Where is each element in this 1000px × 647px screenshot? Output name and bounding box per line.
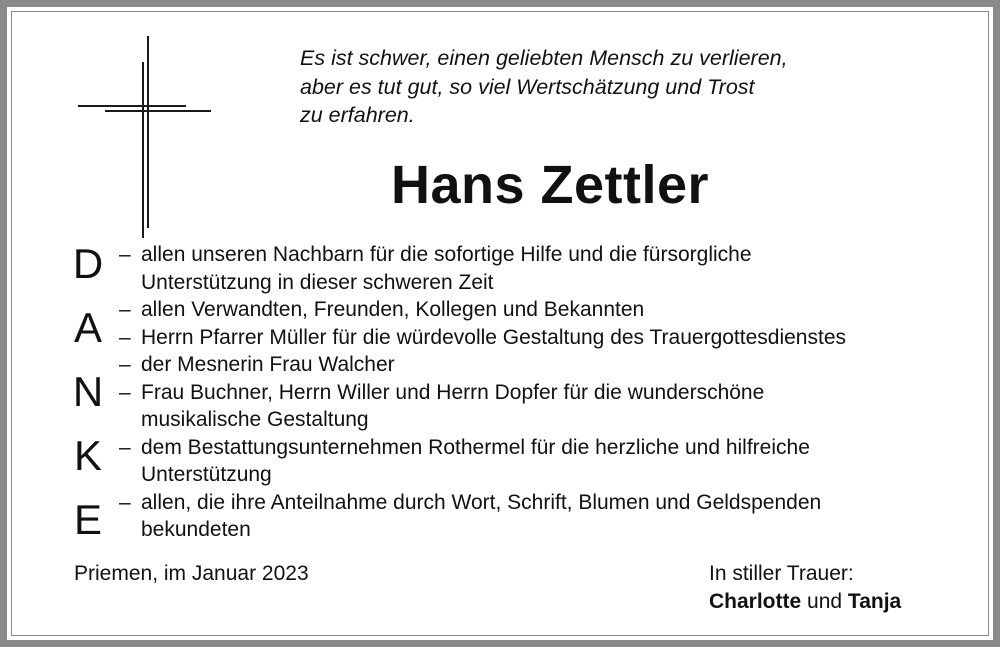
mourner-conjunction: und: [807, 590, 843, 613]
deceased-name: Hans Zettler: [390, 155, 710, 215]
quote-line: zu erfahren.: [300, 103, 415, 127]
thanks-line: – der Mesnerin Frau Walcher: [141, 353, 395, 376]
thanks-item: [119, 379, 939, 434]
thanks-line: Unterstützung: [141, 463, 272, 486]
thanks-line: – Frau Buchner, Herrn Willer und Herrn Dopfer für die wunderschöne: [141, 380, 765, 404]
danke-letter: A: [73, 304, 102, 351]
mourning-intro: In stiller Trauer:: [709, 562, 854, 585]
thanks-line: – allen Verwandten, Freunden, Kollegen und Bekannten: [141, 298, 645, 321]
thanks-line: musikalische Gestaltung: [141, 408, 369, 431]
danke-letter: N: [72, 368, 104, 415]
thanks-line: bekundeten: [141, 518, 251, 541]
danke-letter: E: [73, 496, 102, 543]
quote: [300, 44, 860, 130]
thanks-line: – Herrn Pfarrer Müller für die würdevolle Gestaltung des Trauergottesdienstes: [141, 325, 846, 349]
place-date: Priemen, im Januar 2023: [74, 562, 309, 585]
thanks-line: – dem Bestattungsunternehmen Rothermel für die herzliche und hilfreiche: [141, 435, 810, 459]
thanks-item: [119, 241, 939, 296]
thanks-line: – allen, die ihre Anteilnahme durch Wort, Schrift, Blumen und Geldspenden: [141, 490, 822, 514]
thanks-item: [119, 489, 939, 544]
mourner-name: Charlotte: [709, 590, 802, 613]
thanks-item: [119, 324, 939, 352]
thanks-item: [119, 296, 939, 324]
thanks-line: Unterstützung in dieser schweren Zeit: [141, 270, 494, 294]
thanks-list: [119, 241, 939, 544]
mourning-block: [709, 560, 901, 616]
thanks-item: [119, 434, 939, 489]
mourner-names: [709, 588, 901, 616]
thanks-item: [119, 351, 939, 379]
danke-letter: K: [73, 432, 102, 479]
danke-letter: D: [72, 240, 104, 287]
mourner-name: Tanja: [847, 590, 902, 613]
thanks-line: – allen unseren Nachbarn für die sofortige Hilfe und die fürsorgliche: [141, 243, 752, 266]
quote-line: Es ist schwer, einen geliebten Mensch zu verlieren,: [300, 46, 788, 70]
quote-line: aber es tut gut, so viel Wertschätzung und Trost: [300, 74, 755, 99]
